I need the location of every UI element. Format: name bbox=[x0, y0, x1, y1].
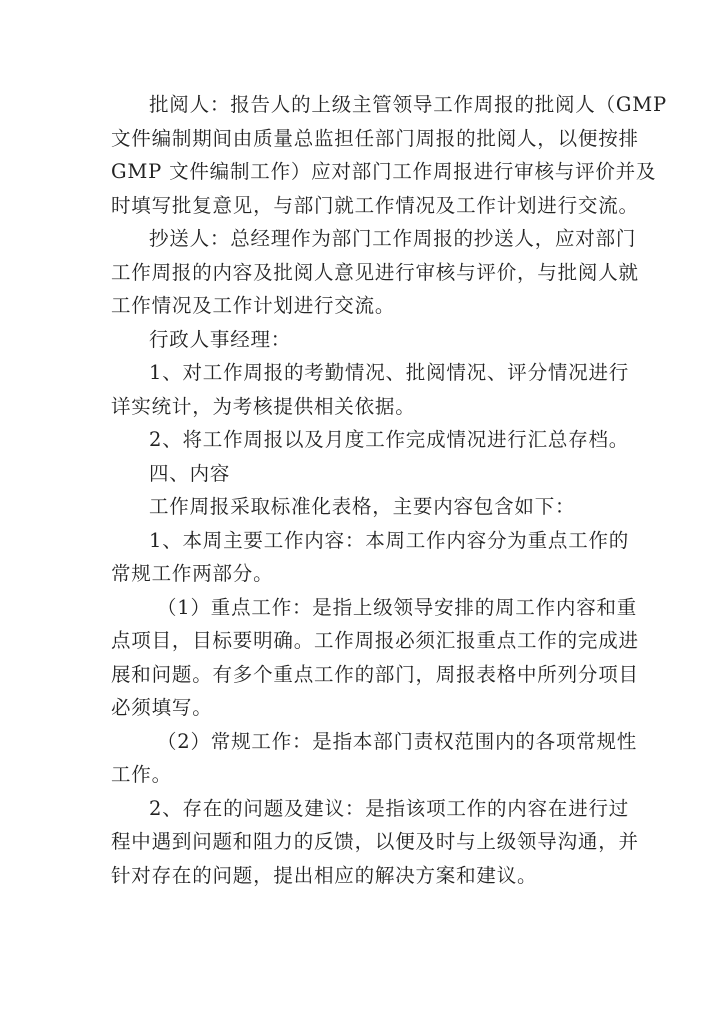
text-line: 行政人事经理： bbox=[149, 327, 292, 351]
text-line: 针对存在的问题，提出相应的解决方案和建议。 bbox=[111, 863, 538, 887]
text-line: 工作。 bbox=[111, 763, 172, 786]
paragraph-hr-item-1 bbox=[111, 356, 630, 423]
text-line: 常规工作两部分。 bbox=[111, 562, 274, 585]
section-heading-content bbox=[111, 457, 623, 491]
paragraph-hr-item-2 bbox=[111, 423, 630, 457]
document-body bbox=[111, 88, 667, 892]
text-line: 2、存在的问题及建议：是指该项工作的内容在进行过 bbox=[149, 796, 630, 820]
text-line: （1）重点工作：是指上级领导安排的周工作内容和重 bbox=[157, 595, 638, 619]
text-line: 1、本周主要工作内容：本周工作内容分为重点工作的 bbox=[149, 528, 630, 552]
text-line: 四、内容 bbox=[149, 461, 231, 485]
paragraph-content-item-1 bbox=[111, 524, 630, 591]
text-line: 点项目，目标要明确。工作周报必须汇报重点工作的完成进 bbox=[111, 629, 639, 652]
text-line: 1、对工作周报的考勤情况、批阅情况、评分情况进行 bbox=[149, 361, 630, 384]
paragraph-routine-work bbox=[111, 725, 638, 792]
text-line: 详实统计，为考核提供相关依据。 bbox=[111, 394, 416, 418]
paragraph-hr-manager bbox=[111, 323, 623, 357]
text-line: （2）常规工作：是指本部门责权范围内的各项常规性 bbox=[157, 729, 638, 753]
text-line: 工作情况及工作计划进行交流。 bbox=[111, 294, 396, 317]
text-line: 2、将工作周报以及月度工作完成情况进行汇总存档。 bbox=[149, 428, 630, 451]
text-line: 展和问题。有多个重点工作的部门，周报表格中所列分项目 bbox=[111, 662, 639, 686]
paragraph-content-item-2 bbox=[111, 792, 639, 893]
paragraph-cc-person bbox=[111, 222, 639, 323]
text-line: 文件编制期间由质量总监担任部门周报的批阅人，以便按排 bbox=[111, 126, 639, 150]
text-line: 时填写批复意见，与部门就工作情况及工作计划进行交流。 bbox=[111, 193, 639, 217]
text-line: 必须填写。 bbox=[111, 696, 213, 719]
text-line: 工作周报的内容及批阅人意见进行审核与评价，与批阅人就 bbox=[111, 260, 639, 284]
paragraph-key-work bbox=[111, 591, 639, 725]
paragraph-content-intro bbox=[111, 490, 623, 524]
text-line: 程中遇到问题和阻力的反馈，以便及时与上级领导沟通，并 bbox=[111, 830, 639, 853]
text-line: 工作周报采取标准化表格，主要内容包含如下： bbox=[149, 495, 576, 518]
text-line: 抄送人：总经理作为部门工作周报的抄送人，应对部门 bbox=[149, 227, 637, 250]
text-line: GMP 文件编制工作）应对部门工作周报进行审核与评价并及 bbox=[111, 160, 657, 183]
paragraph-reviewer bbox=[111, 88, 667, 222]
text-line: 批阅人：报告人的上级主管领导工作周报的批阅人（GMP bbox=[149, 93, 667, 116]
